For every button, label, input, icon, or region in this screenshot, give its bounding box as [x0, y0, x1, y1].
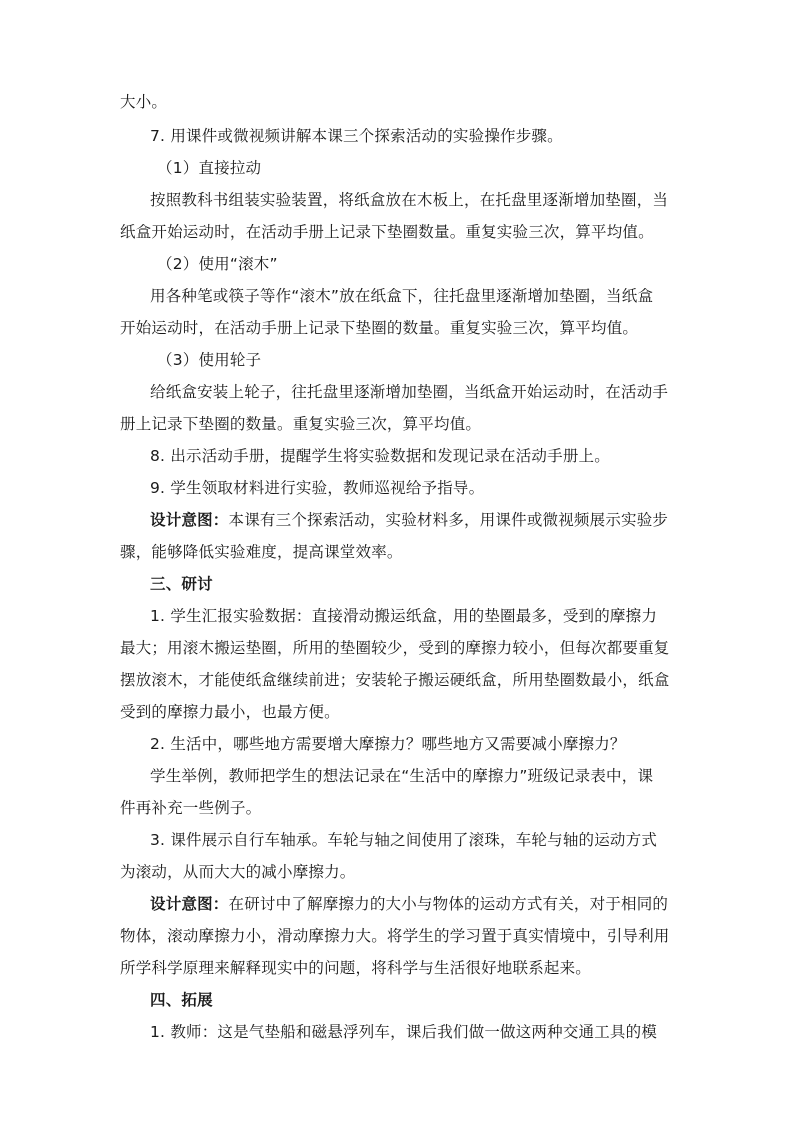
paragraph-line: 按照教科书组装实验装置，将纸盒放在木板上，在托盘里逐渐增加垫圈，当: [150, 191, 669, 209]
section-heading: 三、研讨: [150, 575, 213, 593]
paragraph-line: 2. 生活中，哪些地方需要增大摩擦力？哪些地方又需要减小摩擦力？: [150, 735, 626, 753]
paragraph-line: 9. 学生领取材料进行实验，教师巡视给予指导。: [150, 479, 485, 497]
paragraph-line: 7. 用课件或微视频讲解本课三个探索活动的实验操作步骤。: [150, 127, 563, 145]
paragraph-line: 用各种笔或筷子等作“滚木”放在纸盒下，往托盘里逐渐增加垫圈，当纸盒: [150, 287, 654, 305]
paragraph-line: 骤，能够降低实验难度，提高课堂效率。: [120, 543, 403, 561]
subheading-line: （2）使用“滚木”: [157, 255, 278, 273]
paragraph-line: 为滚动，从而大大的减小摩擦力。: [120, 863, 356, 881]
paragraph-line: 件再补充一些例子。: [120, 799, 262, 817]
design-intent-label: 设计意图：: [150, 895, 229, 913]
paragraph-line: 所学科学原理来解释现实中的问题，将科学与生活很好地联系起来。: [120, 959, 592, 977]
paragraph-line: 给纸盒安装上轮子，往托盘里逐渐增加垫圈，当纸盒开始运动时，在活动手: [150, 383, 669, 401]
paragraph-line: 3. 课件展示自行车轴承。车轮与轴之间使用了滚珠，车轮与轴的运动方式: [150, 831, 658, 849]
paragraph-line: 册上记录下垫圈的数量。重复实验三次，算平均值。: [120, 415, 482, 433]
design-intent-line: 设计意图：本课有三个探索活动，实验材料多，用课件或微视频展示实验步: [150, 511, 669, 529]
paragraph-line: 纸盒开始运动时，在活动手册上记录下垫圈数量。重复实验三次，算平均值。: [120, 223, 654, 241]
paragraph-line: 物体，滚动摩擦力小，滑动摩擦力大。将学生的学习置于真实情境中，引导利用: [120, 927, 670, 945]
paragraph-line: 最大；用滚木搬运垫圈，所用的垫圈较少，受到的摩擦力较小，但每次都要重复: [120, 639, 670, 657]
paragraph-line: 学生举例，教师把学生的想法记录在“生活中的摩擦力”班级记录表中，课: [150, 767, 654, 785]
paragraph-line: 受到的摩擦力最小，也最方便。: [120, 703, 340, 721]
paragraph-line: 1. 教师：这是气垫船和磁悬浮列车，课后我们做一做这两种交通工具的模: [150, 1023, 658, 1041]
paragraph-line: 大小。: [120, 93, 168, 111]
design-intent-label: 设计意图：: [150, 511, 229, 529]
subheading-line: （3）使用轮子: [157, 351, 262, 369]
paragraph-line: 开始运动时，在活动手册上记录下垫圈的数量。重复实验三次，算平均值。: [120, 319, 639, 337]
paragraph-line: 8. 出示活动手册，提醒学生将实验数据和发现记录在活动手册上。: [150, 447, 610, 465]
subheading-line: （1）直接拉动: [157, 159, 262, 177]
paragraph-line: 1. 学生汇报实验数据：直接滑动搬运纸盒，用的垫圈最多，受到的摩擦力: [150, 607, 658, 625]
section-heading: 四、拓展: [150, 991, 213, 1009]
paragraph-line: 摆放滚木，才能使纸盒继续前进；安装轮子搬运硬纸盒，所用垫圈数最小，纸盒: [120, 671, 670, 689]
design-intent-line: 设计意图：在研讨中了解摩擦力的大小与物体的运动方式有关，对于相同的: [150, 895, 669, 913]
